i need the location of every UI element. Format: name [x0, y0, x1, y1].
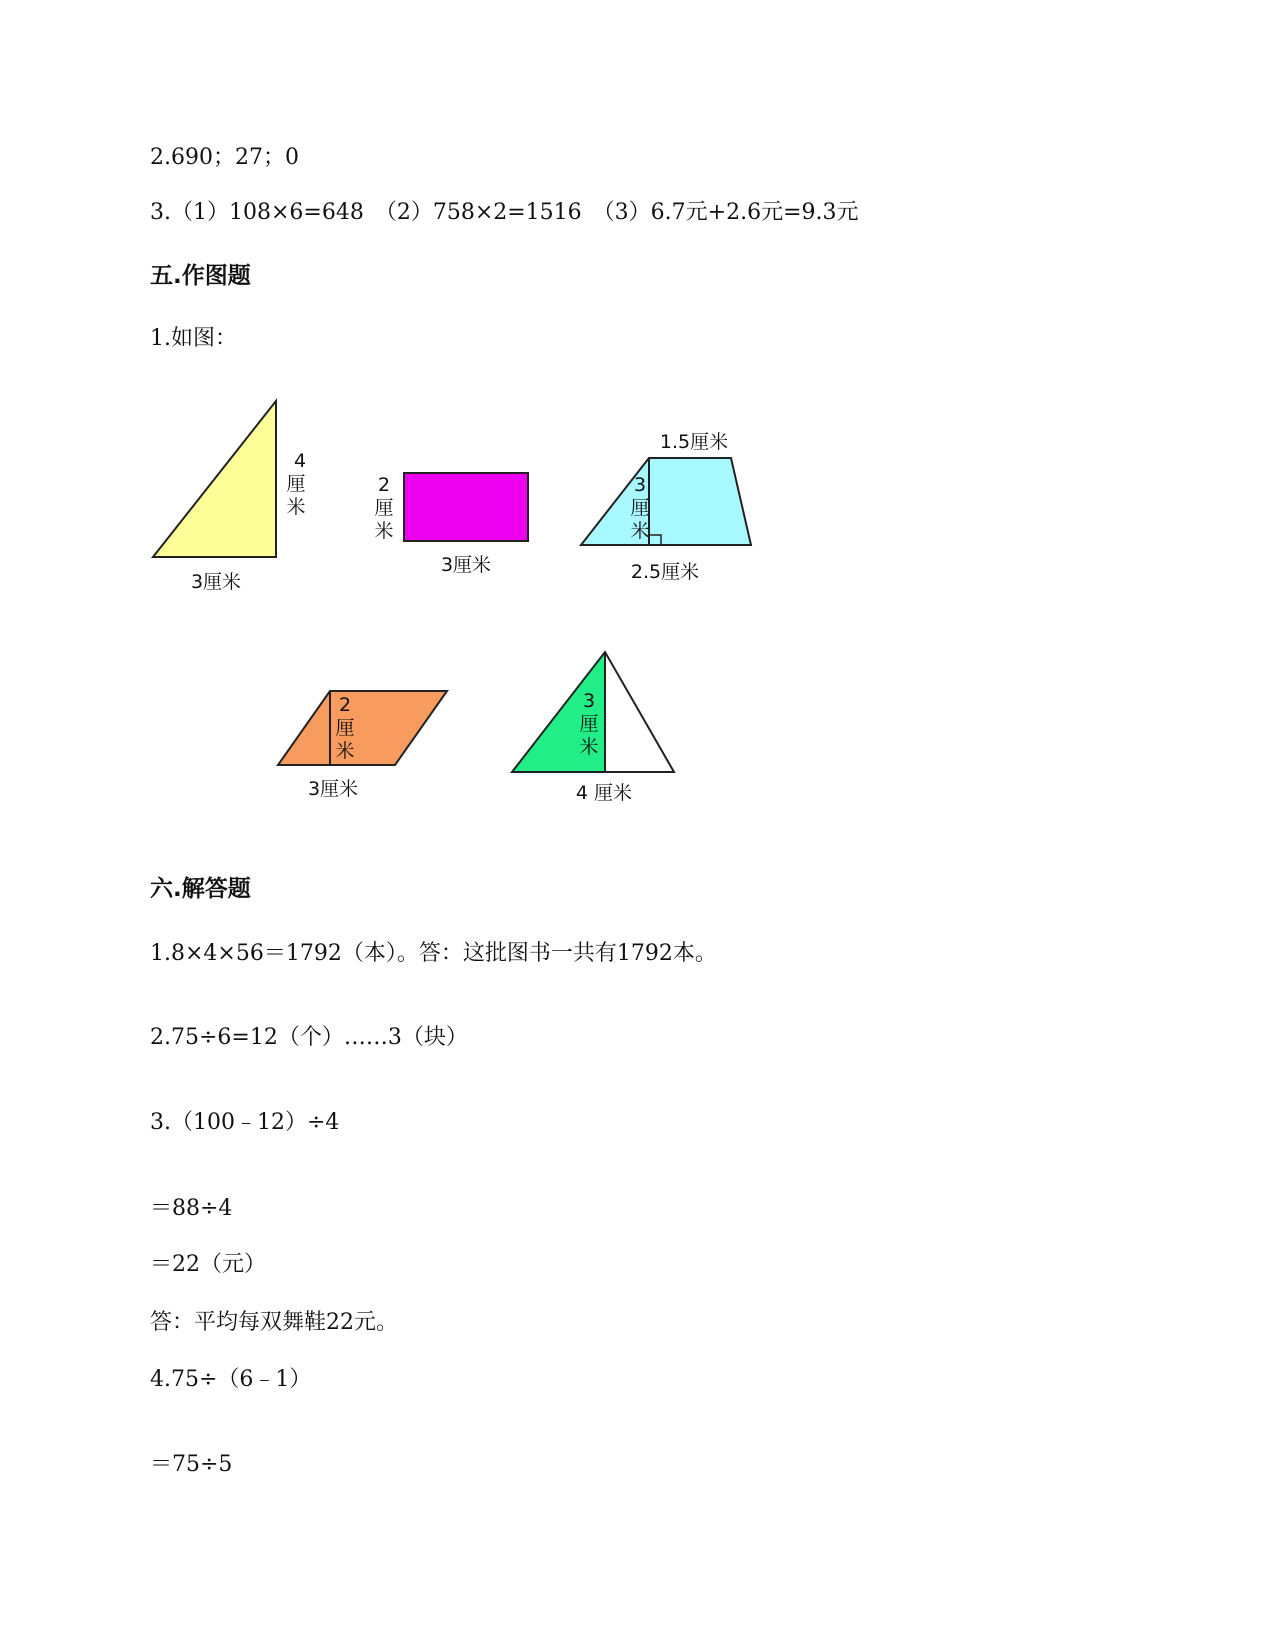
solution-q2: 2.75÷6=12（个）……3（块）: [150, 1025, 468, 1050]
triangle-height-digit: 3: [582, 690, 596, 712]
section-heading-solutions: 六.解答题: [150, 876, 251, 902]
triangle-figure: [512, 652, 674, 804]
parallelogram-height-unit-2: 米: [335, 740, 355, 762]
rectangle-height-unit-1: 厘: [374, 497, 394, 519]
answer-line-3: 3.（1）108×6=648 （2）758×2=1516 （3）6.7元+2.6元=9.3元: [150, 200, 859, 225]
trapezoid-top-label: 1.5厘米: [659, 431, 729, 453]
parallelogram-height-unit-1: 厘: [335, 717, 355, 739]
trapezoid-height-unit-2: 米: [630, 520, 650, 542]
parallelogram-shape: [278, 691, 447, 765]
right-triangle-height-digit: 4: [293, 450, 307, 472]
trapezoid-base-label: 2.5厘米: [630, 561, 700, 583]
triangle-height-unit-2: 米: [579, 736, 599, 758]
trapezoid-figure: [581, 431, 751, 583]
right-triangle-height-unit-1: 厘: [286, 473, 306, 495]
right-triangle-figure: [153, 401, 306, 593]
right-triangle-base-label: 3厘米: [190, 571, 242, 593]
rectangle-height-digit: 2: [377, 474, 391, 496]
rectangle-height-unit-2: 米: [374, 520, 394, 542]
solution-q3-answer: 答：平均每双舞鞋22元。: [150, 1310, 398, 1335]
triangle-base-label: 4 厘米: [575, 782, 633, 804]
parallelogram-figure: [278, 691, 447, 800]
solution-q4: 4.75÷（6﹣1）: [150, 1367, 312, 1392]
rectangle-figure: [374, 473, 528, 576]
solution-q3: 3.（100﹣12）÷4: [150, 1110, 340, 1135]
drawing-q1-label: 1.如图：: [150, 326, 237, 351]
rectangle-shape: [404, 473, 528, 541]
trapezoid-shape: [581, 458, 751, 545]
solution-q3-step2: ＝22（元）: [150, 1252, 266, 1277]
geometry-figures: [0, 0, 1275, 820]
triangle-height-unit-1: 厘: [579, 713, 599, 735]
parallelogram-height-digit: 2: [338, 694, 352, 716]
trapezoid-height-unit-1: 厘: [630, 497, 650, 519]
right-triangle-height-unit-2: 米: [286, 496, 306, 518]
solution-q4-step1: ＝75÷5: [150, 1452, 233, 1477]
answer-line-2: 2.690；27；0: [150, 145, 299, 170]
section-heading-drawing: 五.作图题: [150, 263, 251, 289]
rectangle-base-label: 3厘米: [440, 554, 492, 576]
right-triangle-shape: [153, 401, 276, 557]
parallelogram-base-label: 3厘米: [307, 778, 359, 800]
solution-q3-step1: ＝88÷4: [150, 1196, 233, 1221]
trapezoid-height-digit: 3: [633, 474, 647, 496]
solution-q1: 1.8×4×56＝1792（本）。答：这批图书一共有1792本。: [150, 941, 717, 966]
